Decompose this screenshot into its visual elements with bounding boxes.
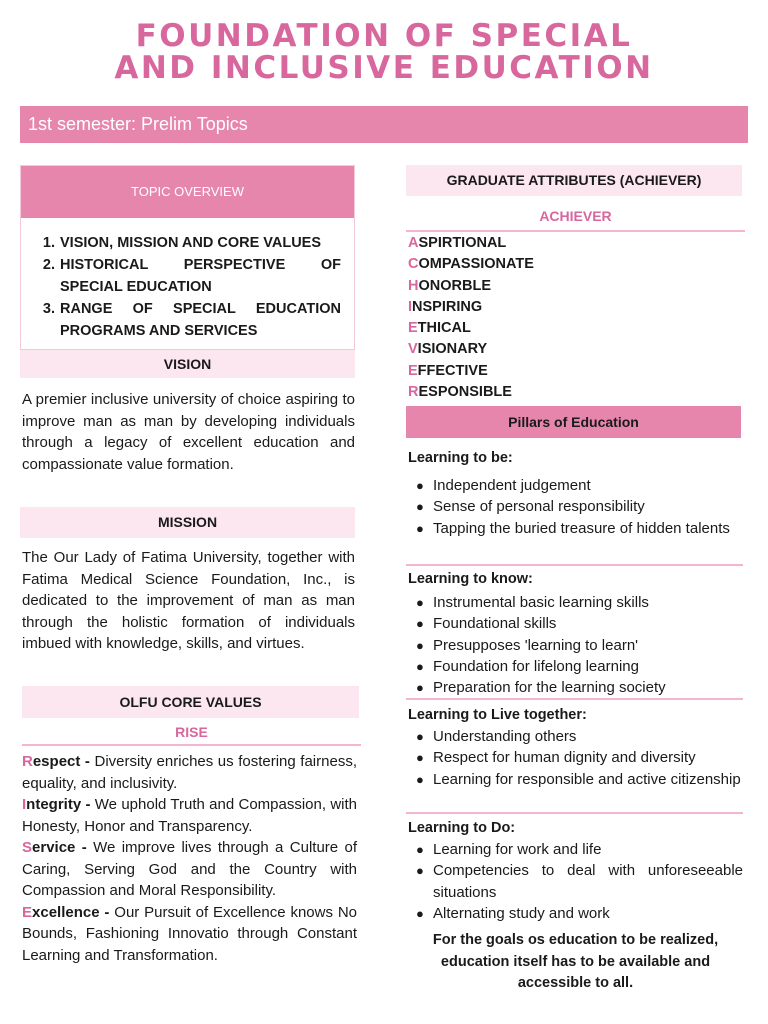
pillar-item xyxy=(408,726,743,747)
topic-number: 3. xyxy=(42,301,55,317)
attribute-item xyxy=(408,233,708,254)
pillar-title: Learning to Do: xyxy=(408,820,516,836)
pillar-separator xyxy=(406,564,743,566)
pillar-item-text: Respect for human dignity and diversity xyxy=(433,749,696,767)
pillar-item xyxy=(408,613,743,634)
attribute-rest: FFECTIVE xyxy=(417,362,488,379)
topic-text: VISION, MISSION AND CORE VALUES xyxy=(60,235,322,251)
pillar-item xyxy=(408,769,743,790)
bullet-icon: ● xyxy=(416,595,424,610)
pillar-item-text: Sense of personal responsibility xyxy=(433,498,645,516)
core-value-item xyxy=(22,794,357,837)
mission-text: The Our Lady of Fatima University, together with Fatima Medical Science Foundation, Inc., is dedicated to the improvement of man as man through the holistic formation of individuals imbued with knowledge, skills, and virtues. xyxy=(22,549,355,652)
pillar-learning-to-know xyxy=(408,569,743,698)
bullet-icon: ● xyxy=(416,905,424,921)
value-description: We improve lives through a Culture of Caring, Serving God and the Country with Compassion and Moral Responsibility. xyxy=(22,839,357,899)
value-initial: R xyxy=(22,753,33,770)
mission-heading: MISSION xyxy=(20,507,355,538)
vision-heading: VISION xyxy=(20,350,355,378)
pillar-item xyxy=(408,839,743,860)
pillar-separator xyxy=(406,698,743,700)
achiever-list xyxy=(408,233,708,403)
attribute-initial: I xyxy=(408,298,413,315)
pillar-title: Learning to know: xyxy=(408,571,533,587)
attribute-rest: OMPASSIONATE xyxy=(418,256,534,273)
attribute-rest: ISIONARY xyxy=(417,341,488,358)
pillar-item xyxy=(408,475,743,496)
semester-banner: 1st semester: Prelim Topics xyxy=(20,106,748,143)
bullet-icon: ● xyxy=(416,750,424,766)
pillar-item xyxy=(408,592,743,613)
pillars-heading: Pillars of Education xyxy=(406,406,741,438)
pillar-item-text: Presupposes 'learning to learn' xyxy=(433,636,639,654)
pillar-item xyxy=(408,656,743,677)
pillar-item-text: Independent judgement xyxy=(433,477,591,494)
pillar-item-text: Foundation for lifelong learning xyxy=(433,657,639,675)
topic-overview-heading: TOPIC OVERVIEW xyxy=(21,166,354,218)
attribute-initial: E xyxy=(408,320,418,337)
pillar-item xyxy=(408,635,743,656)
pillar-item xyxy=(408,903,743,924)
attribute-initial: A xyxy=(408,235,419,251)
topic-number: 2. xyxy=(42,257,55,273)
pillar-item-text: Understanding others xyxy=(433,728,577,745)
pillar-item-text: Competencies to deal with unforeseeable situations xyxy=(433,862,743,901)
attribute-rest: ONORBLE xyxy=(418,277,491,294)
topic-item xyxy=(33,254,341,298)
topic-text: RANGE OF SPECIAL EDUCATION PROGRAMS AND SERVICES xyxy=(60,301,341,339)
attribute-item xyxy=(408,361,708,382)
pillar-item xyxy=(408,860,743,903)
pillar-title: Learning to Live together: xyxy=(408,707,587,723)
bullet-icon: ● xyxy=(416,863,424,879)
value-description: Diversity enriches us fostering fairness, equality, and inclusivity. xyxy=(22,753,357,792)
attribute-initial: C xyxy=(408,256,419,273)
page-title-line-1: FOUNDATION OF SPECIAL xyxy=(135,18,633,54)
attribute-item xyxy=(408,318,708,339)
topic-list xyxy=(21,218,354,342)
attribute-initial: E xyxy=(408,362,418,379)
closing-statement: For the goals os education to be realized, education itself has to be available and accessible to all. xyxy=(432,932,719,991)
value-keyword: ervice - xyxy=(32,839,87,856)
pillar-item-text: Instrumental basic learning skills xyxy=(433,594,649,611)
achiever-acronym: ACHIEVER xyxy=(406,205,745,232)
rise-acronym: RISE xyxy=(22,722,361,746)
topic-overview-box xyxy=(20,165,355,350)
page-title xyxy=(0,20,768,84)
bullet-icon: ● xyxy=(416,637,424,653)
pillar-item-text: Preparation for the learning society xyxy=(433,679,666,697)
pillar-learning-to-live-together xyxy=(408,705,743,790)
pillar-learning-to-be xyxy=(408,448,743,539)
topic-number: 1. xyxy=(42,235,55,251)
bullet-icon: ● xyxy=(416,658,424,674)
core-value-item xyxy=(22,751,357,794)
bullet-icon: ● xyxy=(416,771,424,787)
vision-text: A premier inclusive university of choice aspiring to improve man as man by developing individuals through a legacy of excellent education and compassionate value formation. xyxy=(22,391,355,473)
core-value-item xyxy=(22,837,357,902)
pillar-item xyxy=(408,518,743,539)
core-values-list xyxy=(22,751,357,966)
value-description: Our Pursuit of Excellence knows No Bounds, Fashioning Innovatio through Constant Learning and Transformation. xyxy=(22,903,357,964)
bullet-icon: ● xyxy=(416,842,424,857)
attribute-rest: ESPONSIBLE xyxy=(418,384,512,401)
attribute-initial: V xyxy=(408,341,418,358)
bullet-icon: ● xyxy=(416,499,424,515)
pillar-item xyxy=(408,747,743,768)
pillar-separator xyxy=(406,812,743,814)
pillar-item xyxy=(408,677,743,698)
attribute-item xyxy=(408,254,708,275)
attribute-initial: H xyxy=(408,277,419,294)
attribute-item xyxy=(408,276,708,297)
value-keyword: ntegrity - xyxy=(26,796,91,813)
pillar-item-text: Alternating study and work xyxy=(433,904,610,922)
attribute-initial: R xyxy=(408,384,419,401)
value-description: We uphold Truth and Compassion, with Honesty, Honor and Transparency. xyxy=(22,796,358,835)
core-values-heading: OLFU CORE VALUES xyxy=(22,686,359,718)
value-keyword: espect - xyxy=(32,753,90,770)
pillar-item-text: Learning for responsible and active citizenship xyxy=(433,770,741,788)
pillar-learning-to-do xyxy=(408,818,743,924)
attribute-item xyxy=(408,382,708,403)
bullet-icon: ● xyxy=(416,729,424,744)
attribute-rest: NSPIRING xyxy=(412,298,483,315)
graduate-attributes-heading: GRADUATE ATTRIBUTES (ACHIEVER) xyxy=(406,165,742,196)
topic-text: HISTORICAL PERSPECTIVE OF SPECIAL EDUCATION xyxy=(60,257,341,295)
attribute-rest: THICAL xyxy=(417,320,471,337)
bullet-icon: ● xyxy=(416,680,424,696)
pillar-title: Learning to be: xyxy=(408,450,513,466)
pillar-item xyxy=(408,496,743,517)
core-value-item xyxy=(22,902,357,967)
bullet-icon: ● xyxy=(416,616,424,632)
attribute-item xyxy=(408,339,708,360)
pillar-item-text: Learning for work and life xyxy=(433,841,602,858)
page-title-line-2: AND INCLUSIVE EDUCATION xyxy=(114,50,654,86)
attribute-item xyxy=(408,297,708,318)
value-keyword: xcellence - xyxy=(32,903,110,921)
attribute-rest: SPIRTIONAL xyxy=(418,235,507,251)
value-initial: E xyxy=(22,903,33,921)
pillar-item-text: Foundational skills xyxy=(433,615,557,633)
bullet-icon: ● xyxy=(416,478,424,493)
topic-item xyxy=(33,232,341,254)
topic-item xyxy=(33,298,341,342)
pillar-item-text: Tapping the buried treasure of hidden talents xyxy=(433,519,730,537)
bullet-icon: ● xyxy=(416,520,424,536)
value-initial: I xyxy=(22,796,27,813)
value-initial: S xyxy=(22,839,33,856)
